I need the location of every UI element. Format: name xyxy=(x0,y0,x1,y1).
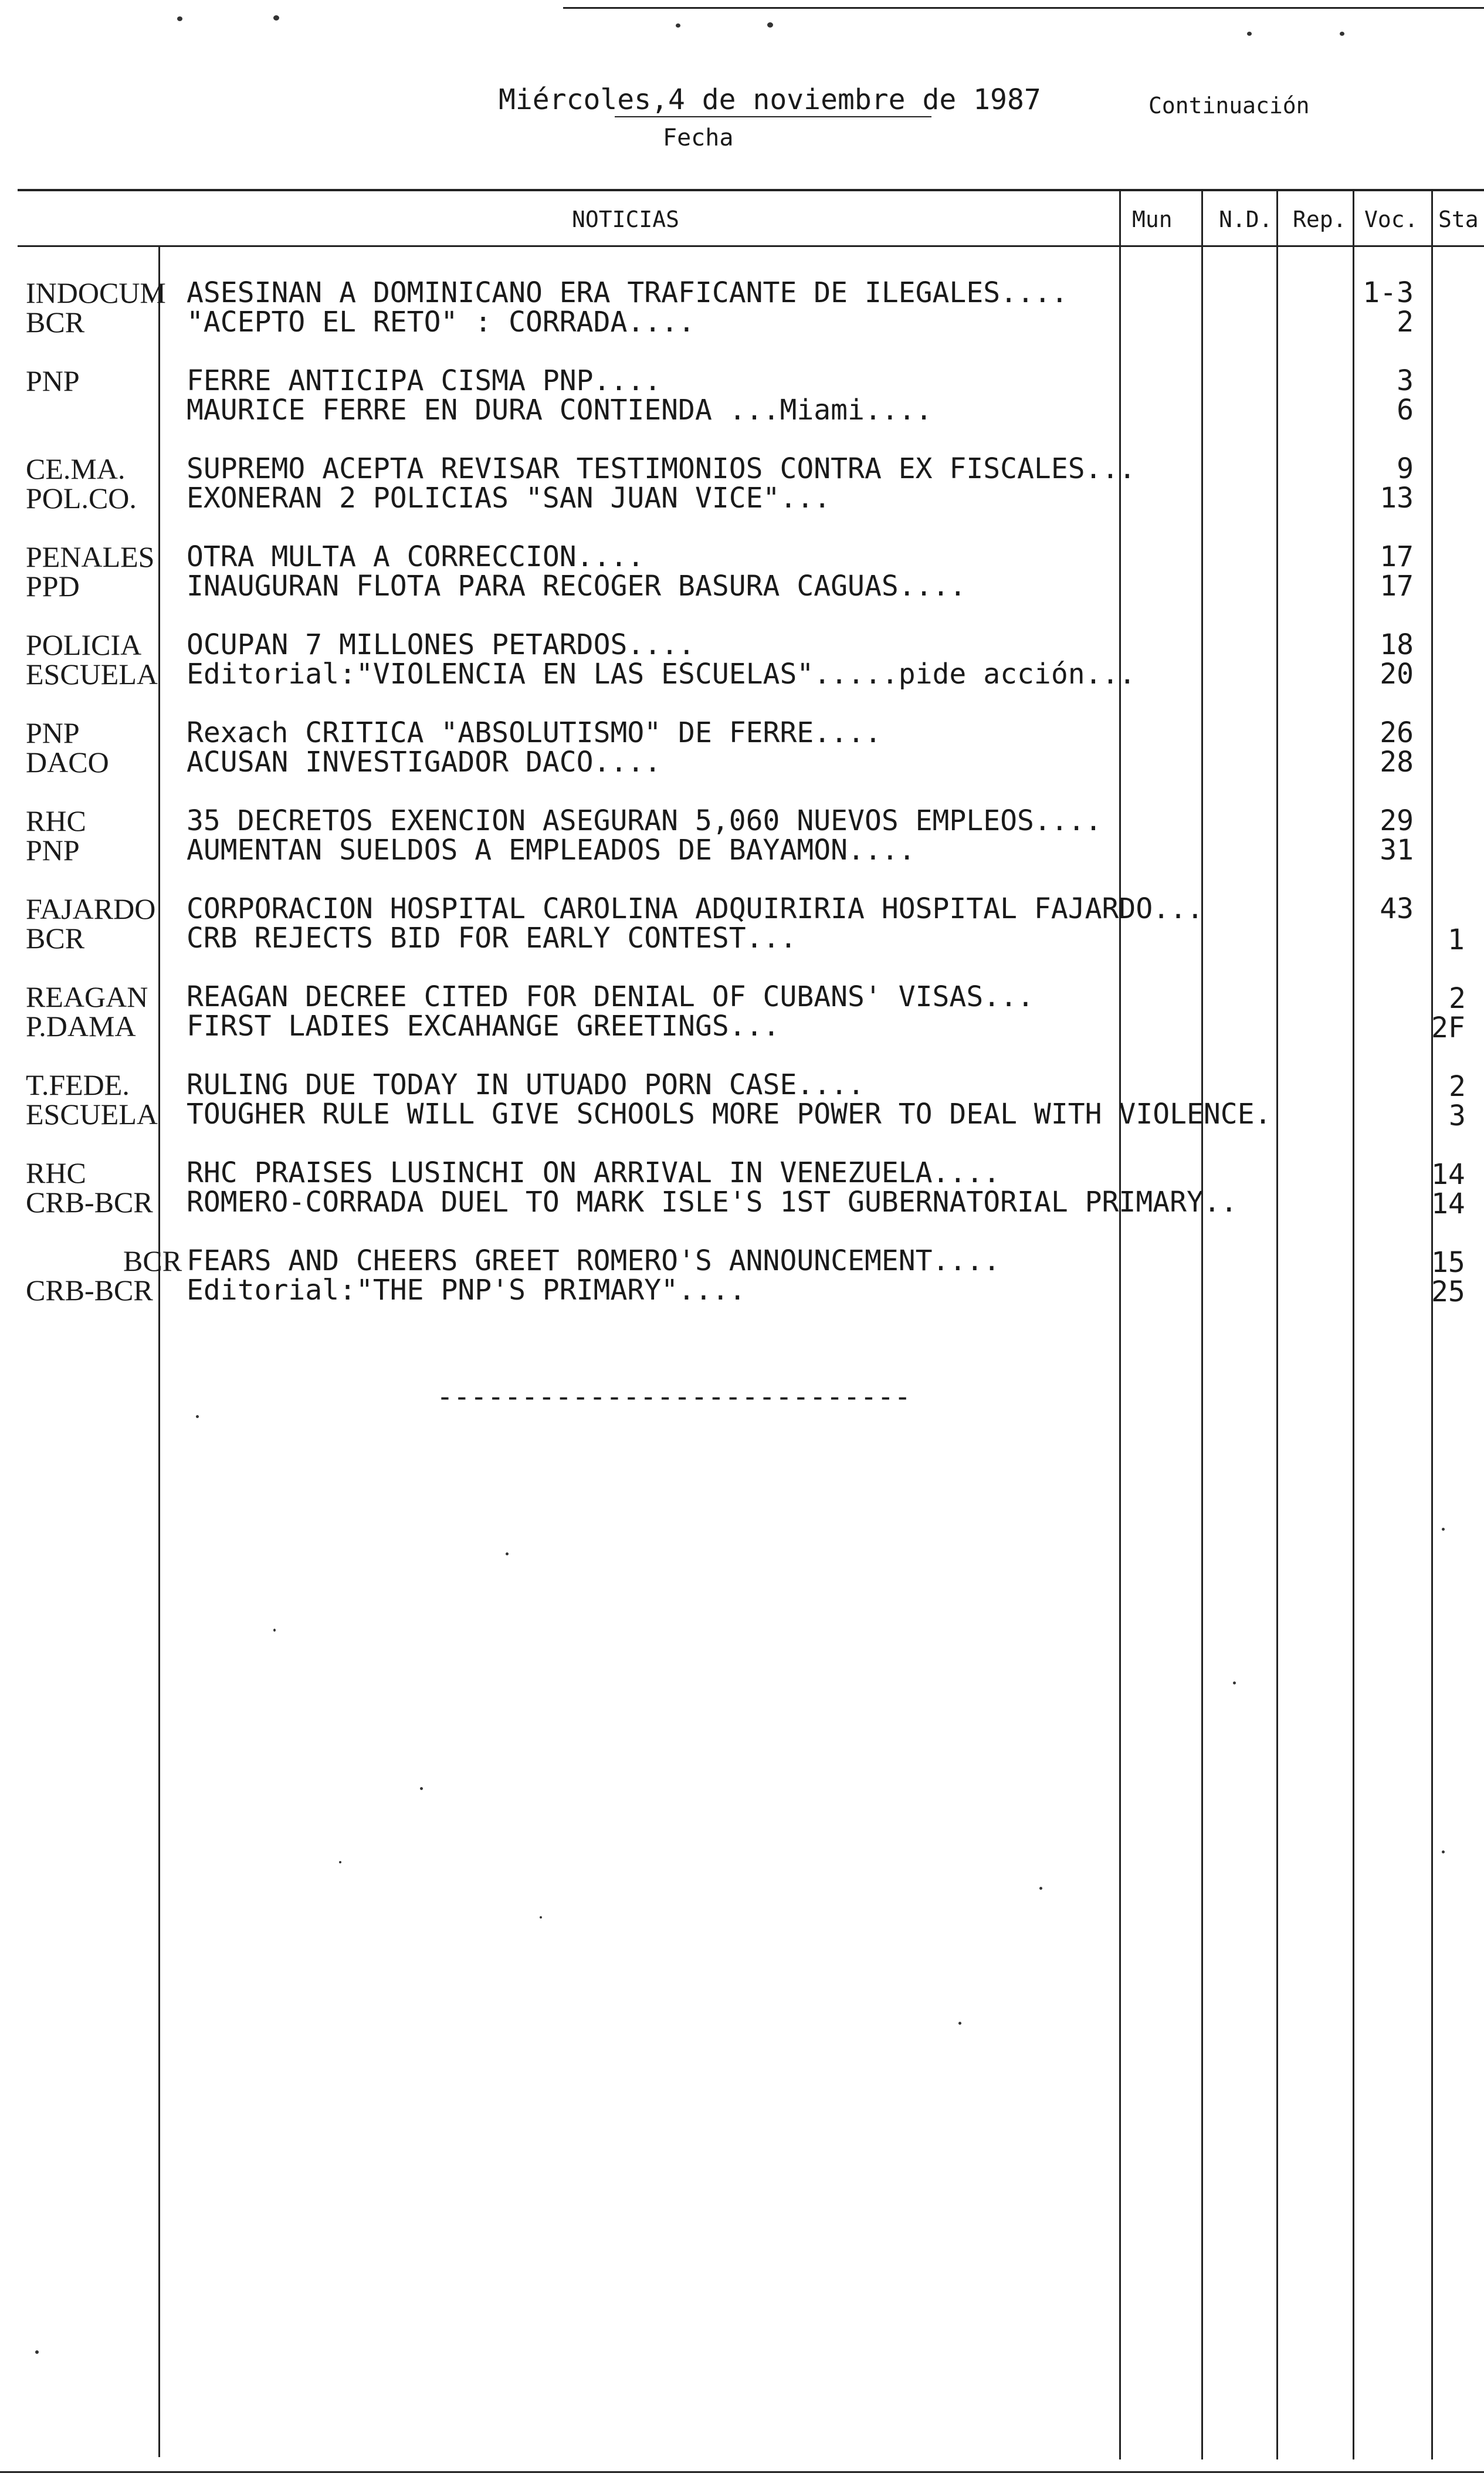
column-header-nd: N.D. xyxy=(1219,207,1273,232)
row-headline: FEARS AND CHEERS GREET ROMERO'S ANNOUNCEMENT.... xyxy=(187,1244,1001,1277)
row-category: CRB-BCR xyxy=(26,1186,153,1219)
row-category: RHC xyxy=(26,1156,86,1189)
table-bottom-rule xyxy=(0,2471,1484,2473)
row-headline: RULING DUE TODAY IN UTUADO PORN CASE.... xyxy=(187,1068,865,1101)
row-headline: ASESINAN A DOMINICANO ERA TRAFICANTE DE ILEGALES.... xyxy=(187,276,1068,309)
row-voc: 26 xyxy=(1380,716,1414,749)
row-headline: REAGAN DECREE CITED FOR DENIAL OF CUBANS' VISAS... xyxy=(187,980,1034,1013)
date-underline xyxy=(615,116,931,117)
row-headline: Editorial:"THE PNP'S PRIMARY".... xyxy=(187,1274,746,1307)
row-headline: MAURICE FERRE EN DURA CONTIENDA ...Miami.... xyxy=(187,394,933,427)
row-category: ESCUELA xyxy=(26,1098,158,1131)
column-header-sta: Sta xyxy=(1438,207,1479,232)
row-voc: 1-3 xyxy=(1363,276,1414,309)
end-of-list-marker: ---------------------------- xyxy=(436,1381,912,1413)
scan-speck xyxy=(958,2022,961,2025)
row-category: ESCUELA xyxy=(26,658,158,691)
scan-speck xyxy=(767,22,773,28)
row-headline: TOUGHER RULE WILL GIVE SCHOOLS MORE POWER TO DEAL WITH VIOLENCE. xyxy=(187,1098,1272,1131)
row-category: BCR xyxy=(123,1244,182,1277)
row-headline: SUPREMO ACEPTA REVISAR TESTIMONIOS CONTRA EX FISCALES... xyxy=(187,452,1136,485)
row-headline: EXONERAN 2 POLICIAS "SAN JUAN VICE"... xyxy=(187,482,831,515)
continuation-label: Continuación xyxy=(1148,93,1310,119)
row-headline: ACUSAN INVESTIGADOR DACO.... xyxy=(187,746,662,779)
scan-speck xyxy=(273,15,279,21)
row-category: T.FEDE. xyxy=(26,1068,130,1101)
row-sta: 14 xyxy=(1431,1158,1465,1191)
row-category: POL.CO. xyxy=(26,482,137,515)
row-voc: 17 xyxy=(1380,540,1414,573)
row-headline: OCUPAN 7 MILLONES PETARDOS.... xyxy=(187,628,695,661)
row-category: CE.MA. xyxy=(26,452,126,485)
scan-speck xyxy=(196,1415,199,1418)
row-headline: FERRE ANTICIPA CISMA PNP.... xyxy=(187,364,662,397)
row-category: POLICIA xyxy=(26,628,142,661)
date-value: Miércoles,4 de noviembre de 1987 xyxy=(499,83,1041,116)
row-sta: 1 xyxy=(1448,923,1465,956)
row-sta: 2 xyxy=(1449,1070,1466,1103)
row-sta: 3 xyxy=(1449,1099,1466,1132)
row-category: DACO xyxy=(26,746,109,779)
row-category: PNP xyxy=(26,716,80,749)
scan-speck xyxy=(1442,1528,1445,1531)
row-category: INDOCUM xyxy=(26,276,166,309)
column-header-mun: Mun xyxy=(1132,207,1173,232)
row-category: BCR xyxy=(26,922,85,955)
date-caption: Fecha xyxy=(663,124,734,151)
scan-speck xyxy=(1442,1850,1445,1853)
column-divider-mun xyxy=(1119,189,1121,2459)
column-header-noticias: NOTICIAS xyxy=(572,207,680,232)
row-voc: 17 xyxy=(1380,570,1414,603)
column-divider-rep xyxy=(1276,189,1278,2459)
scan-speck xyxy=(540,1916,542,1919)
row-voc: 9 xyxy=(1397,452,1414,485)
row-headline: 35 DECRETOS EXENCION ASEGURAN 5,060 NUEVOS EMPLEOS.... xyxy=(187,804,1102,837)
row-sta: 25 xyxy=(1431,1275,1465,1308)
row-category: PNP xyxy=(26,364,80,397)
scan-speck xyxy=(35,2350,39,2354)
column-divider-sta xyxy=(1431,189,1433,2459)
row-headline: RHC PRAISES LUSINCHI ON ARRIVAL IN VENEZUELA.... xyxy=(187,1156,1001,1189)
column-divider-nd xyxy=(1201,189,1203,2459)
row-category: FAJARDO xyxy=(26,892,156,925)
row-voc: 18 xyxy=(1380,628,1414,661)
column-divider-voc xyxy=(1353,189,1354,2459)
row-headline: AUMENTAN SUELDOS A EMPLEADOS DE BAYAMON.... xyxy=(187,834,916,867)
scan-speck xyxy=(1233,1681,1236,1684)
row-headline: OTRA MULTA A CORRECCION.... xyxy=(187,540,645,573)
row-headline: FIRST LADIES EXCAHANGE GREETINGS... xyxy=(187,1010,780,1043)
column-header-voc: Voc. xyxy=(1364,207,1418,232)
row-voc: 13 xyxy=(1380,482,1414,515)
column-header-rep: Rep. xyxy=(1293,207,1347,232)
scan-speck xyxy=(1039,1887,1042,1890)
row-voc: 20 xyxy=(1380,658,1414,691)
scan-speck xyxy=(676,23,680,28)
row-headline: CRB REJECTS BID FOR EARLY CONTEST... xyxy=(187,922,797,955)
row-voc: 29 xyxy=(1380,804,1414,837)
table-header-rule xyxy=(18,245,1484,247)
row-category: REAGAN xyxy=(26,980,148,1013)
row-headline: CORPORACION HOSPITAL CAROLINA ADQUIRIRIA HOSPITAL FAJARDO... xyxy=(187,892,1204,925)
row-headline: ROMERO-CORRADA DUEL TO MARK ISLE'S 1ST GUBERNATORIAL PRIMARY.. xyxy=(187,1186,1238,1219)
row-category: PPD xyxy=(26,570,80,603)
row-sta: 14 xyxy=(1431,1187,1465,1220)
row-voc: 28 xyxy=(1380,746,1414,779)
row-category: CRB-BCR xyxy=(26,1274,153,1307)
scan-speck xyxy=(273,1629,276,1632)
row-category: RHC xyxy=(26,804,86,837)
scan-speck xyxy=(339,1861,341,1863)
scan-speck xyxy=(177,16,182,21)
row-category: P.DAMA xyxy=(26,1010,136,1043)
scan-speck xyxy=(420,1787,423,1790)
row-voc: 3 xyxy=(1397,364,1414,397)
table-top-rule xyxy=(18,189,1484,191)
top-edge-rule xyxy=(563,7,1484,9)
column-divider-category xyxy=(158,245,160,2457)
row-sta: 15 xyxy=(1431,1246,1465,1279)
row-category: BCR xyxy=(26,306,85,339)
scan-speck xyxy=(506,1552,509,1555)
row-headline: Rexach CRITICA "ABSOLUTISMO" DE FERRE.... xyxy=(187,716,882,749)
row-voc: 6 xyxy=(1397,394,1414,427)
row-sta: 2 xyxy=(1449,982,1466,1015)
scan-speck xyxy=(1247,32,1252,36)
row-category: PENALES xyxy=(26,540,155,573)
scan-speck xyxy=(1340,32,1344,36)
row-headline: Editorial:"VIOLENCIA EN LAS ESCUELAS".....pide acción... xyxy=(187,658,1136,691)
row-voc: 2 xyxy=(1397,306,1414,339)
row-headline: "ACEPTO EL RETO" : CORRADA.... xyxy=(187,306,695,339)
row-voc: 43 xyxy=(1380,892,1414,925)
row-category: PNP xyxy=(26,834,80,867)
row-sta: 2F xyxy=(1431,1011,1465,1044)
row-voc: 31 xyxy=(1380,834,1414,867)
row-headline: INAUGURAN FLOTA PARA RECOGER BASURA CAGUAS.... xyxy=(187,570,967,603)
